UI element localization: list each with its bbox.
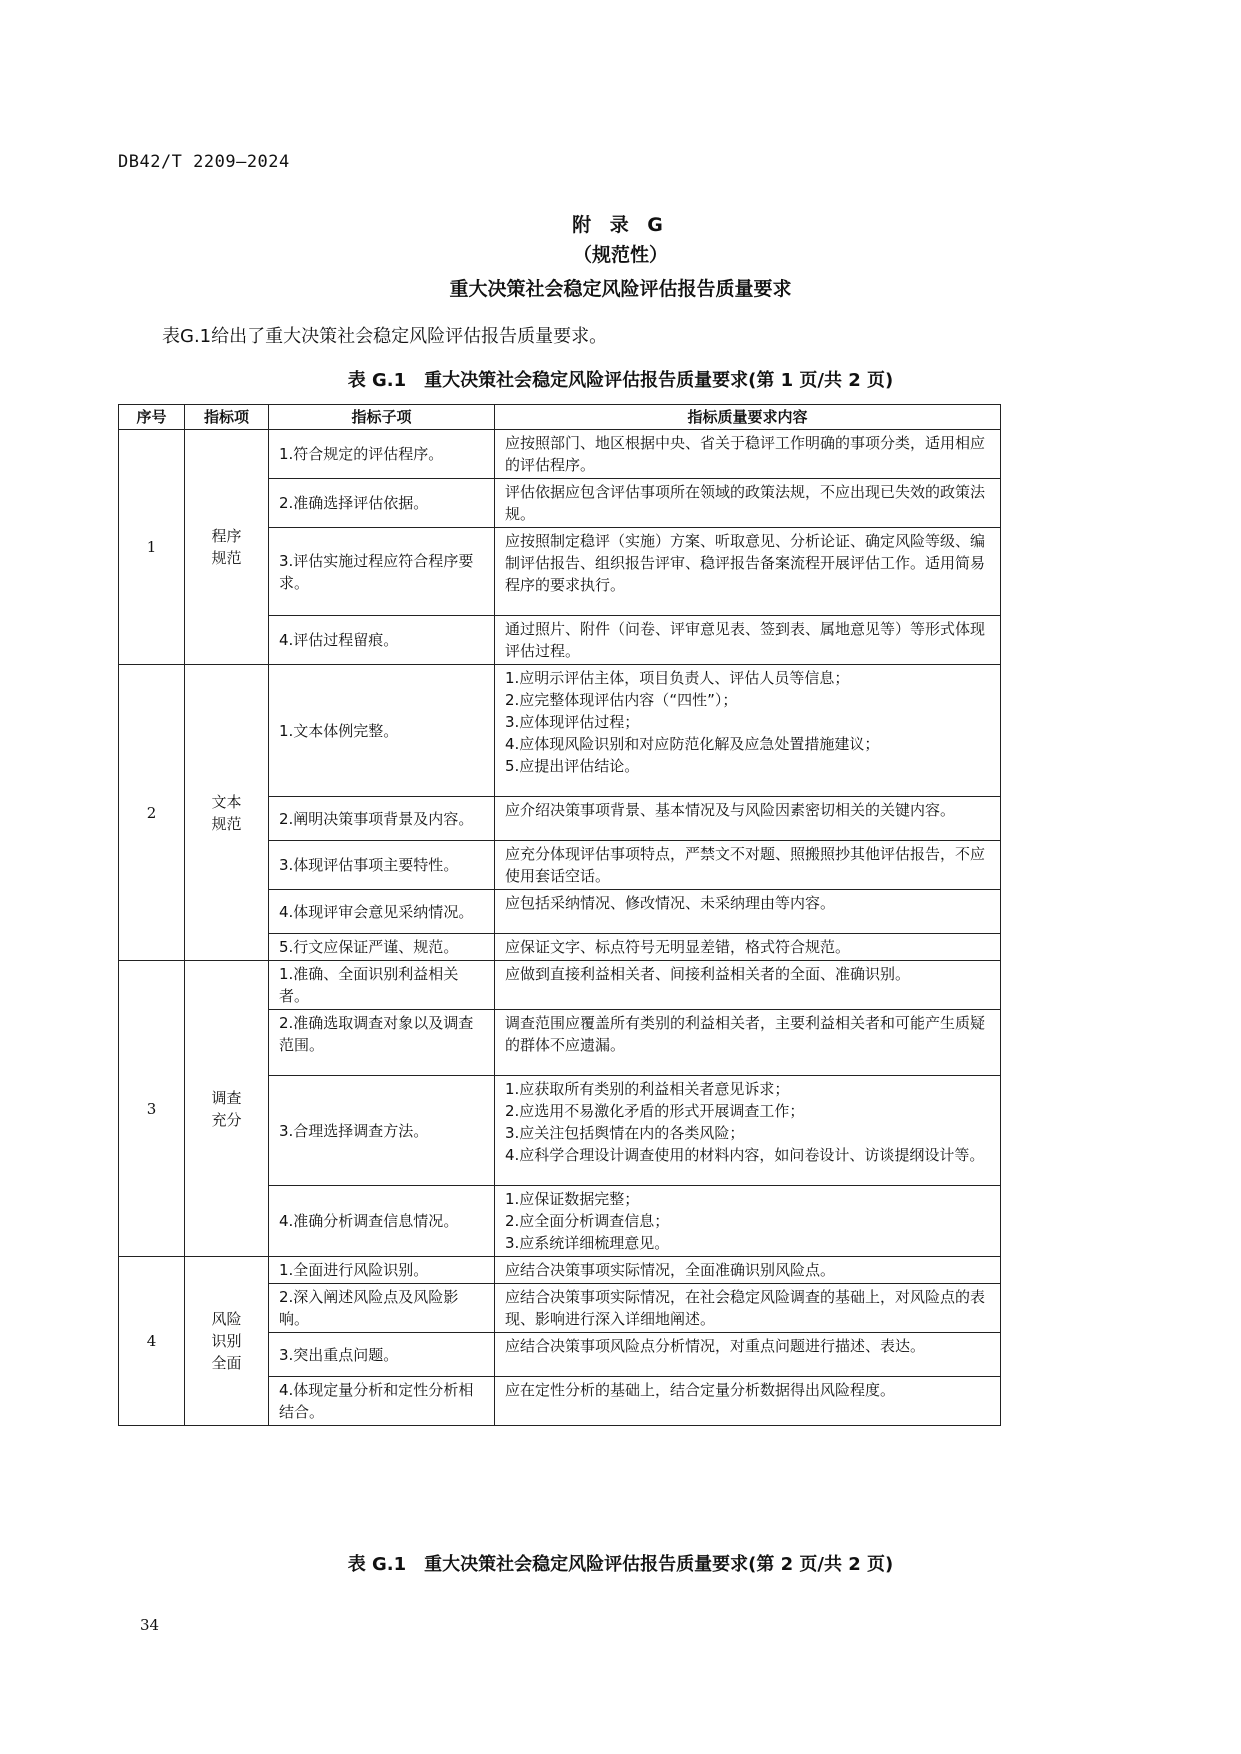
sub-indicator: 4.体现评审会意见采纳情况。 xyxy=(269,890,495,934)
page-number: 34 xyxy=(140,1616,160,1634)
group-number: 3 xyxy=(119,961,185,1257)
sub-indicator: 2.准确选择评估依据。 xyxy=(269,479,495,528)
sub-indicator: 3.评估实施过程应符合程序要求。 xyxy=(269,528,495,616)
text-line: 调查 xyxy=(211,1088,242,1107)
sub-indicator: 1.符合规定的评估程序。 xyxy=(269,430,495,479)
group-indicator xyxy=(185,1257,269,1426)
text-line: 应做到直接利益相关者、间接利益相关者的全面、准确识别。 xyxy=(505,965,911,983)
text-line: 应在定性分析的基础上，结合定量分析数据得出风险程度。 xyxy=(505,1381,896,1399)
header-indicator: 指标项 xyxy=(185,405,269,430)
text-line: 应按照部门、地区根据中央、省关于稳评工作明确的事项分类，适用相应的评估程序。 xyxy=(505,434,986,474)
sub-indicator: 4.评估过程留痕。 xyxy=(269,616,495,665)
group-indicator xyxy=(185,961,269,1257)
requirement xyxy=(495,1377,1001,1426)
group-number: 4 xyxy=(119,1257,185,1426)
requirement xyxy=(495,1186,1001,1257)
text-line: 4.应体现风险识别和对应防范化解及应急处置措施建议； xyxy=(505,735,880,753)
sub-indicator: 2.准确选取调查对象以及调查范围。 xyxy=(269,1010,495,1076)
table-caption-page1: 表 G.1 重大决策社会稳定风险评估报告质量要求(第 1 页/共 2 页) xyxy=(347,370,894,391)
text-line: 应充分体现评估事项特点，严禁文不对题、照搬照抄其他评估报告，不应使用套话空话。 xyxy=(505,845,986,885)
text-line: 2.应全面分析调查信息； xyxy=(505,1212,670,1230)
text-line: 应按照制定稳评（实施）方案、听取意见、分析论证、确定风险等级、编制评估报告、组织报告评审、稳评报告备案流程开展评估工作。适用简易程序的要求执行。 xyxy=(505,532,986,594)
sub-indicator: 2.阐明决策事项背景及内容。 xyxy=(269,797,495,841)
group-indicator xyxy=(185,665,269,961)
requirement xyxy=(495,430,1001,479)
table-row xyxy=(119,665,1001,797)
standard-code: DB42/T 2209—2024 xyxy=(118,152,290,172)
group-number: 1 xyxy=(119,430,185,665)
sub-indicator: 4.准确分析调查信息情况。 xyxy=(269,1186,495,1257)
text-line: 规范 xyxy=(211,814,242,833)
text-line: 2.应完整体现评估内容（“四性”）； xyxy=(505,691,738,709)
text-line: 应保证文字、标点符号无明显差错，格式符合规范。 xyxy=(505,938,851,956)
text-line: 调查范围应覆盖所有类别的利益相关者，主要利益相关者和可能产生质疑的群体不应遗漏。 xyxy=(505,1014,986,1054)
text-line: 程序 xyxy=(211,527,242,545)
text-line: 应结合决策事项实际情况，全面准确识别风险点。 xyxy=(505,1261,836,1279)
text-line: 5.应提出评估结论。 xyxy=(505,757,640,775)
appendix-label: 附 录 G xyxy=(572,214,669,236)
sub-indicator: 1.全面进行风险识别。 xyxy=(269,1257,495,1284)
text-line: 全面 xyxy=(211,1354,242,1372)
text-line: 1.应保证数据完整； xyxy=(505,1190,640,1208)
text-line: 应介绍决策事项背景、基本情况及与风险因素密切相关的关键内容。 xyxy=(505,801,956,819)
requirement xyxy=(495,1284,1001,1333)
text-line: 4.应科学合理设计调查使用的材料内容，如问卷设计、访谈提纲设计等。 xyxy=(505,1146,985,1164)
text-line: 文本 xyxy=(211,792,242,811)
appendix-normative: （规范性） xyxy=(572,244,668,266)
text-line: 评估依据应包含评估事项所在领域的政策法规，不应出现已失效的政策法规。 xyxy=(505,483,986,523)
text-line: 3.应系统详细梳理意见。 xyxy=(505,1234,670,1252)
table-caption-page2: 表 G.1 重大决策社会稳定风险评估报告质量要求(第 2 页/共 2 页) xyxy=(347,1554,894,1575)
sub-indicator: 1.文本体例完整。 xyxy=(269,665,495,797)
text-line: 规范 xyxy=(211,549,242,567)
text-line: 1.应获取所有类别的利益相关者意见诉求； xyxy=(505,1080,790,1098)
table-row xyxy=(119,430,1001,479)
text-line: 应结合决策事项风险点分析情况，对重点问题进行描述、表达。 xyxy=(505,1337,926,1355)
requirement xyxy=(495,934,1001,961)
quality-requirements-table xyxy=(118,404,1001,1426)
text-line: 应包括采纳情况、修改情况、未采纳理由等内容。 xyxy=(505,894,836,912)
text-line: 应结合决策事项实际情况，在社会稳定风险调查的基础上，对风险点的表现、影响进行深入详细地阐述。 xyxy=(505,1288,986,1328)
requirement xyxy=(495,1010,1001,1076)
text-line: 识别 xyxy=(211,1332,242,1350)
sub-indicator: 5.行文应保证严谨、规范。 xyxy=(269,934,495,961)
sub-indicator: 4.体现定量分析和定性分析相结合。 xyxy=(269,1377,495,1426)
requirement xyxy=(495,1333,1001,1377)
header-sub-indicator: 指标子项 xyxy=(269,405,495,430)
requirement xyxy=(495,479,1001,528)
text-line: 风险 xyxy=(211,1310,242,1328)
text-line: 3.应关注包括舆情在内的各类风险； xyxy=(505,1124,745,1142)
requirement xyxy=(495,890,1001,934)
requirement xyxy=(495,528,1001,616)
group-number: 2 xyxy=(119,665,185,961)
text-line: 通过照片、附件（问卷、评审意见表、签到表、属地意见等）等形式体现评估过程。 xyxy=(505,620,986,660)
sub-indicator: 3.合理选择调查方法。 xyxy=(269,1076,495,1186)
requirement xyxy=(495,616,1001,665)
text-line: 2.应选用不易激化矛盾的形式开展调查工作； xyxy=(505,1102,805,1120)
header-requirement: 指标质量要求内容 xyxy=(495,405,1001,430)
requirement xyxy=(495,841,1001,890)
appendix-title: 重大决策社会稳定风险评估报告质量要求 xyxy=(449,278,792,300)
text-line: 1.应明示评估主体，项目负责人、评估人员等信息； xyxy=(505,669,850,687)
requirement xyxy=(495,797,1001,841)
sub-indicator: 3.体现评估事项主要特性。 xyxy=(269,841,495,890)
sub-indicator: 1.准确、全面识别利益相关者。 xyxy=(269,961,495,1010)
text-line: 3.应体现评估过程； xyxy=(505,713,640,731)
sub-indicator: 2.深入阐述风险点及风险影响。 xyxy=(269,1284,495,1333)
table-row xyxy=(119,961,1001,1010)
requirement xyxy=(495,961,1001,1010)
sub-indicator: 3.突出重点问题。 xyxy=(269,1333,495,1377)
text-line: 充分 xyxy=(211,1110,242,1129)
requirement xyxy=(495,665,1001,797)
requirement xyxy=(495,1257,1001,1284)
intro-paragraph: 表G.1给出了重大决策社会稳定风险评估报告质量要求。 xyxy=(162,326,608,347)
table-row xyxy=(119,1257,1001,1284)
header-serial: 序号 xyxy=(119,405,185,430)
table-header-row xyxy=(119,405,1001,430)
requirement xyxy=(495,1076,1001,1186)
group-indicator xyxy=(185,430,269,665)
